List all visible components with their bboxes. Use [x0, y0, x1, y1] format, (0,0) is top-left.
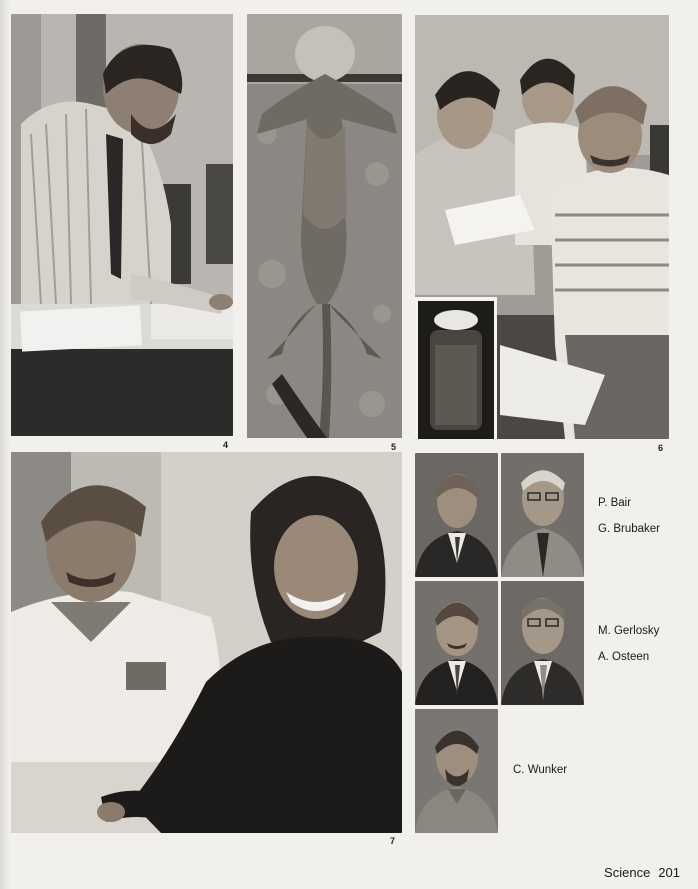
photo-teacher-at-desk [11, 14, 233, 436]
portrait-m-gerlosky [415, 581, 498, 705]
photo-number-7: 7 [390, 836, 396, 846]
photo-two-teachers [11, 452, 402, 833]
portrait-name-m-gerlosky: M. Gerlosky [598, 625, 660, 637]
portrait-c-wunker [415, 709, 498, 833]
portrait-g-brubaker [501, 453, 584, 577]
section-title: Science [604, 865, 651, 880]
photo-number-6: 6 [658, 443, 664, 453]
portrait-p-bair [415, 453, 498, 577]
binding-shadow [0, 0, 10, 889]
portrait-name-c-wunker: C. Wunker [513, 764, 568, 776]
portrait-name-p-bair: P. Bair [598, 497, 632, 509]
portrait-a-osteen [501, 581, 584, 705]
portrait-name-g-brubaker: G. Brubaker [598, 523, 660, 535]
photo-number-4: 4 [223, 440, 229, 450]
photo-number-5: 5 [391, 442, 397, 452]
portrait-name-a-osteen: A. Osteen [598, 651, 650, 663]
page-footer [596, 865, 680, 880]
photo-specimen [247, 14, 402, 438]
photo-three-students [415, 15, 669, 439]
page-number: 201 [658, 865, 680, 880]
